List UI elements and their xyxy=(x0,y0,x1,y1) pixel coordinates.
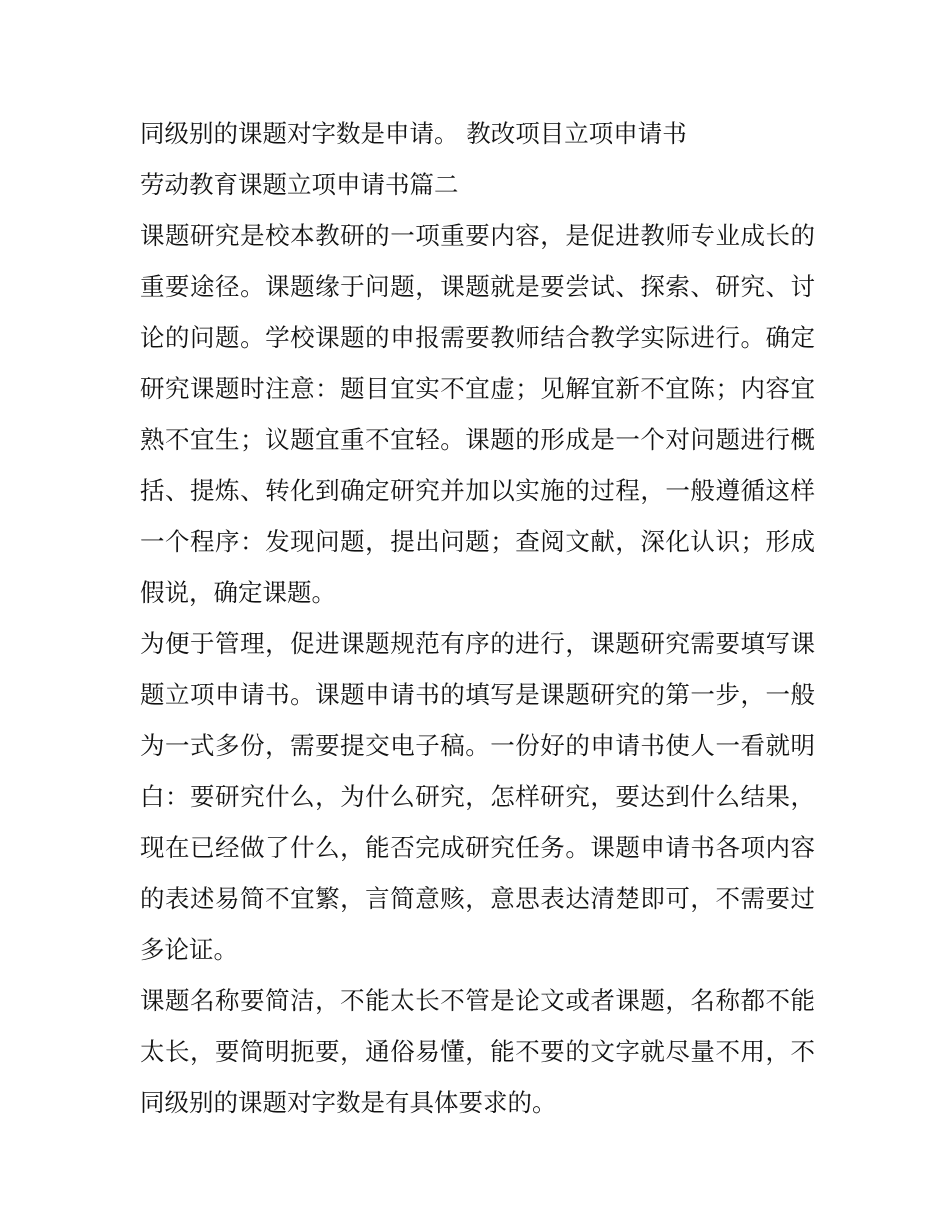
paragraph-fragment: 同级别的课题对字数是申请。 教改项目立项申请书 xyxy=(140,119,687,148)
paragraph-title-naming: 课题名称要简洁，不能太长不管是论文或者课题，名称都不能太长，要简明扼要，通俗易懂，能不要的文字就尽量不用，不同级别的课题对字数是有具体要求的。 xyxy=(140,986,815,1117)
section-heading: 劳动教育课题立项申请书篇二 xyxy=(140,170,459,199)
document-body xyxy=(140,108,815,1128)
paragraph-research-intro: 课题研究是校本教研的一项重要内容，是促进教师专业成长的重要途径。课题缘于问题，课题就是要尝试、探索、研究、讨论的问题。学校课题的申报需要教师结合教学实际进行。确定研究课题时注意：题目宜实不宜虚；见解宜新不宜陈；内容宜熟不宜生；议题宜重不宜轻。课题的形成是一个对问题进行概括、提炼、转化到确定研究并加以实施的过程，一般遵循这样一个程序：发现问题，提出问题；查阅文献，深化认识；形成假说，确定课题。 xyxy=(140,221,815,607)
paragraph-application-form: 为便于管理，促进课题规范有序的进行，课题研究需要填写课题立项申请书。课题申请书的填写是课题研究的第一步，一般为一式多份，需要提交电子稿。一份好的申请书使人一看就明白：要研究什么，为什么研究，怎样研究，要达到什么结果，现在已经做了什么，能否完成研究任务。课题申请书各项内容的表述易简不宜繁，言简意赅，意思表达清楚即可，不需要过多论证。 xyxy=(140,629,815,964)
